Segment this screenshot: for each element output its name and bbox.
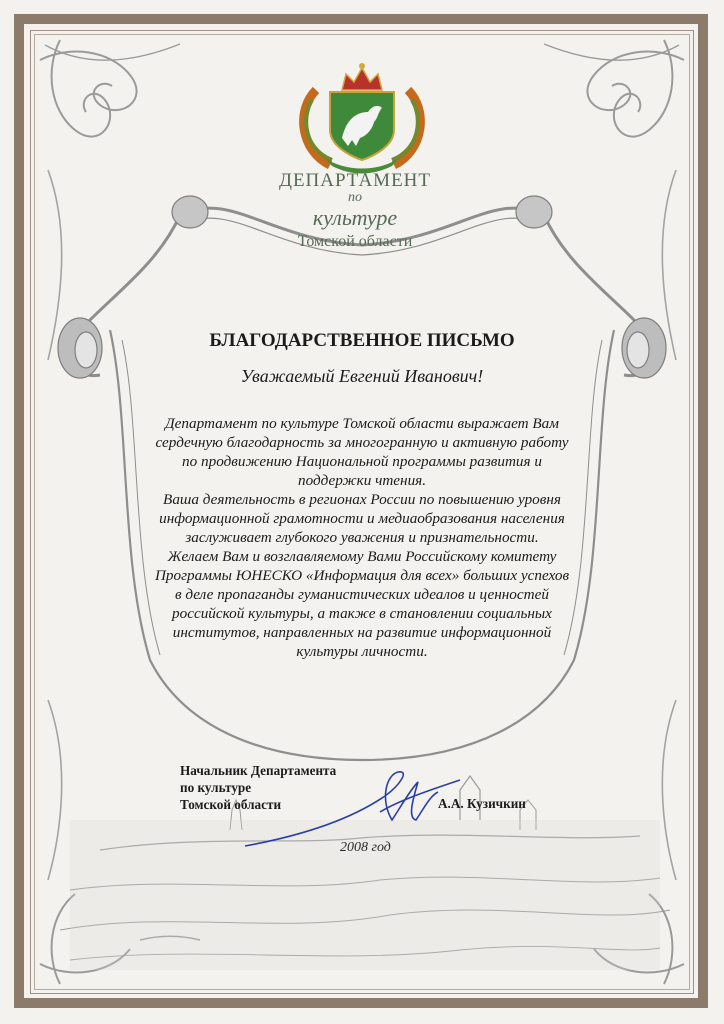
- letter-paragraph-1: Департамент по культуре Томской области выражает Вам сердечную благодарность за многогранную и активную работу по продвижению Национальной программы развития и поддержки чтения.: [155, 415, 569, 489]
- department-heading-line1: ДЕПАРТАМЕНТ: [278, 170, 431, 191]
- scroll-curl-right: [622, 318, 666, 378]
- scroll-curl-top-left: [172, 196, 208, 228]
- letter-body: [150, 414, 574, 661]
- letter-year: 2008 год: [340, 840, 391, 855]
- letter-greeting: Уважаемый Евгений Иванович!: [240, 366, 484, 386]
- department-heading-line4: Томской области: [297, 233, 413, 250]
- signatory-position-line3: Томской области: [180, 797, 282, 812]
- department-heading-line3: культуре: [312, 205, 398, 230]
- signatory-position-line2: по культуре: [180, 780, 252, 795]
- signatory-position-line1: Начальник Департамента: [180, 763, 337, 778]
- side-flourish-right: [662, 170, 676, 880]
- signatory-name: А.А. Кузичкин: [438, 796, 526, 811]
- corner-flourish-top-left: [40, 40, 180, 137]
- side-flourish-left: [48, 170, 62, 880]
- signatory-position: [180, 762, 336, 813]
- letter-paragraph-3: Желаем Вам и возглавляемому Вами Российскому комитету Программы ЮНЕСКО «Информация для всех» больших успехов в деле пропаганды гуманистических идеалов и ценностей российской культуры, а также в становлении социальных институтов, направленных на развитие информационной культуры личности.: [154, 548, 570, 660]
- letter-title: БЛАГОДАРСТВЕННОЕ ПИСЬМО: [209, 330, 515, 351]
- coat-of-arms-emblem: [304, 63, 421, 174]
- department-heading-line2: по: [348, 190, 362, 205]
- letter-paragraph-2: Ваша деятельность в регионах России по повышению уровня информационной грамотности и медиаобразования населения заслуживает глубокого уважения и признательности.: [159, 491, 565, 546]
- corner-flourish-top-right: [544, 40, 684, 137]
- scroll-curl-top-right: [516, 196, 552, 228]
- scroll-curl-left: [58, 318, 102, 378]
